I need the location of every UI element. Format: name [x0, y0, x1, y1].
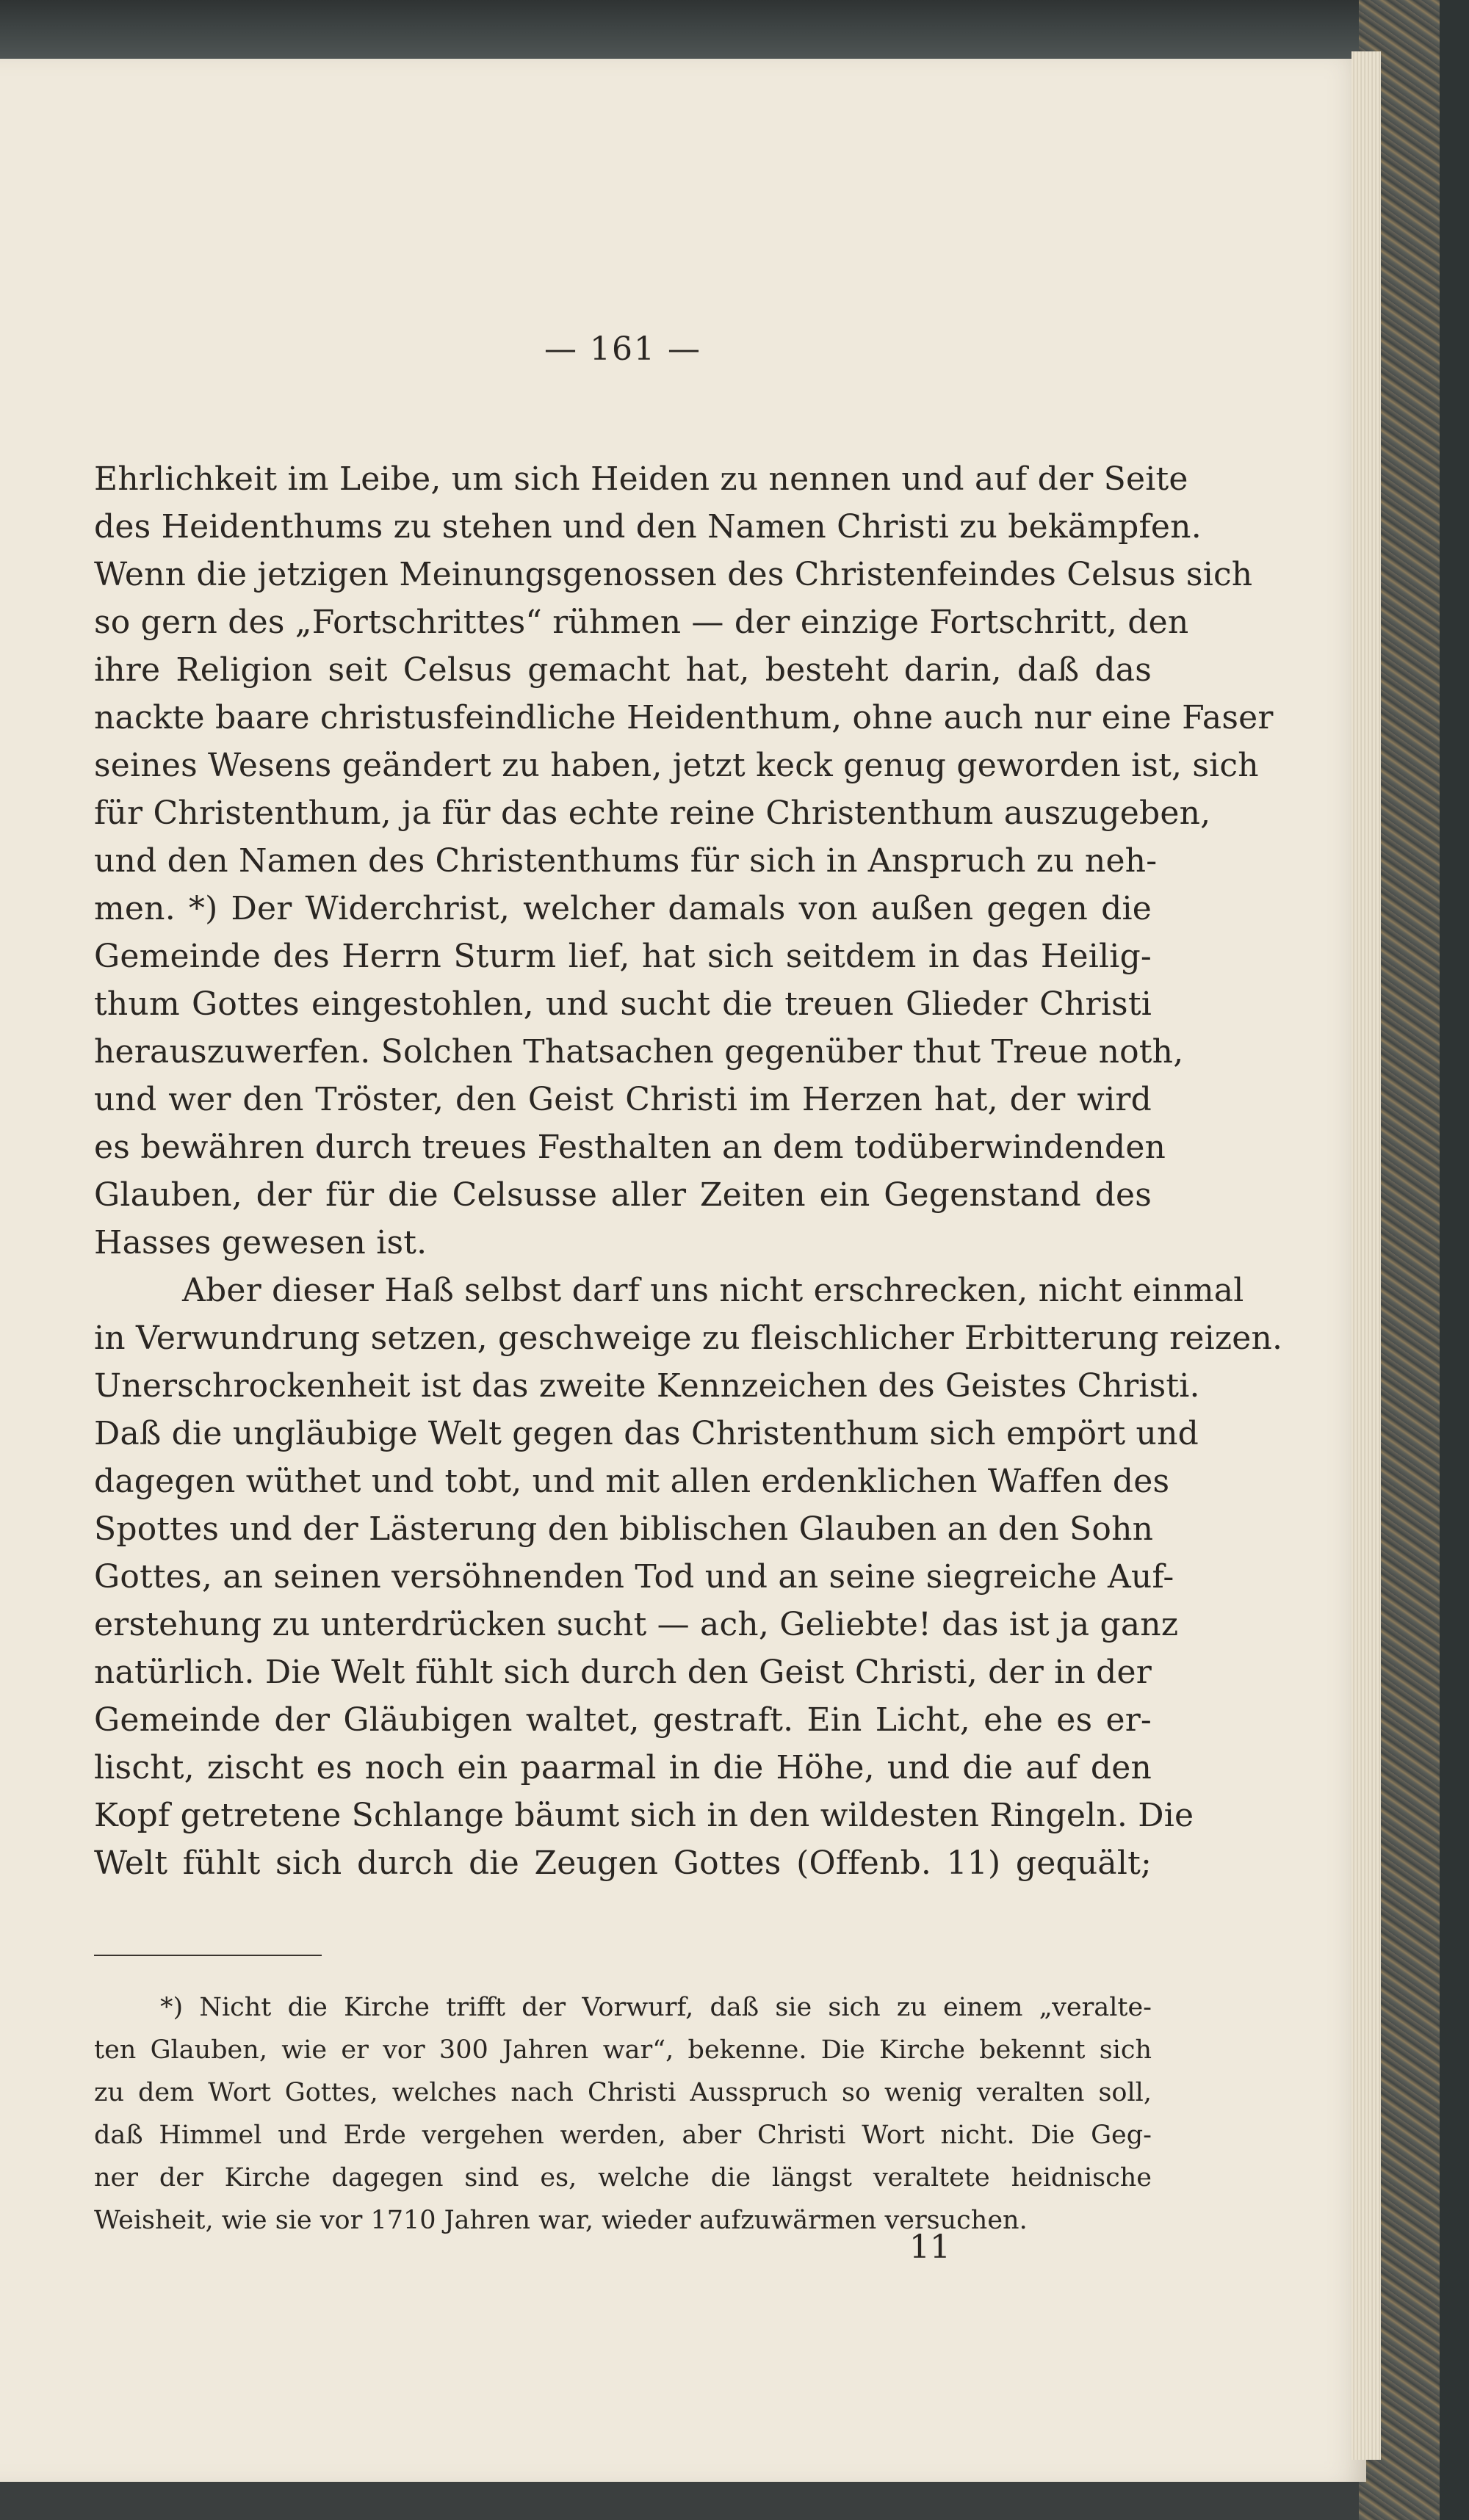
page-edges	[1351, 51, 1381, 2460]
body-line: seines Wesens geändert zu haben, jetzt keck genug geworden ist, sich	[94, 747, 1259, 784]
body-line: thum Gottes eingestohlen, und sucht die treuen Glieder Christi	[94, 985, 1152, 1023]
body-line: Hasses gewesen ist.	[94, 1224, 427, 1261]
book-page	[0, 59, 1366, 2482]
body-line: herauszuwerfen. Solchen Thatsachen gegenüber thut Treue noth,	[94, 1033, 1184, 1071]
body-line: des Heidenthums zu stehen und den Namen Christi zu bekämpfen.	[94, 508, 1202, 546]
body-line: und wer den Tröster, den Geist Christi im Herzen hat, der wird	[94, 1081, 1152, 1118]
body-line: und den Namen des Christenthums für sich in Anspruch zu neh-	[94, 842, 1158, 880]
body-text	[94, 455, 1283, 1887]
footnote	[94, 1986, 1152, 2242]
page-number: — 161 —	[544, 330, 701, 368]
body-line: Gemeinde der Gläubigen waltet, gestraft. Ein Licht, ehe es er-	[94, 1701, 1152, 1739]
body-line: nackte baare christusfeindliche Heidenthum, ohne auch nur eine Faser	[94, 699, 1274, 736]
body-line: Wenn die jetzigen Meinungsgenossen des Christenfeindes Celsus sich	[94, 556, 1253, 593]
body-line: es bewähren durch treues Festhalten an dem todüberwindenden	[94, 1129, 1166, 1166]
body-line: ihre Religion seit Celsus gemacht hat, besteht darin, daß das	[94, 651, 1152, 689]
body-line: Gottes, an seinen versöhnenden Tod und an seine siegreiche Auf-	[94, 1558, 1174, 1596]
book-cover-spine-edge	[1440, 0, 1469, 2520]
body-line: dagegen wüthet und tobt, und mit allen erdenklichen Waffen des	[94, 1463, 1170, 1500]
body-line: Gemeinde des Herrn Sturm lief, hat sich seitdem in das Heilig-	[94, 938, 1152, 975]
body-line: lischt, zischt es noch ein paarmal in die Höhe, und die auf den	[94, 1749, 1152, 1786]
signature-mark: 11	[909, 2228, 950, 2266]
body-line: men. *) Der Widerchrist, welcher damals von außen gegen die	[94, 890, 1152, 927]
footnote-divider	[94, 1955, 322, 1956]
body-line: Daß die ungläubige Welt gegen das Christenthum sich empört und	[94, 1415, 1199, 1452]
body-line: Welt fühlt sich durch die Zeugen Gottes (Offenb. 11) gequält;	[94, 1844, 1152, 1882]
body-line: Ehrlichkeit im Leibe, um sich Heiden zu nennen und auf der Seite	[94, 460, 1188, 498]
footnote-line: ner der Kirche dagegen sind es, welche die längst veraltete heidnische	[94, 2163, 1152, 2193]
body-line: in Verwundrung setzen, geschweige zu fleischlicher Erbitterung reizen.	[94, 1319, 1283, 1357]
body-line: so gern des „Fortschrittes“ rühmen — der einzige Fortschritt, den	[94, 604, 1189, 641]
footnote-line: *) Nicht die Kirche trifft der Vorwurf, daß sie sich zu einem „veralte-	[160, 1993, 1152, 2022]
body-line: Kopf getretene Schlange bäumt sich in den wildesten Ringeln. Die	[94, 1797, 1194, 1834]
body-line: Unerschrockenheit ist das zweite Kennzeichen des Geistes Christi.	[94, 1367, 1200, 1405]
body-line: natürlich. Die Welt fühlt sich durch den Geist Christi, der in der	[94, 1654, 1152, 1691]
body-line: für Christenthum, ja für das echte reine Christenthum auszugeben,	[94, 794, 1211, 832]
footnote-line: daß Himmel und Erde vergehen werden, aber Christi Wort nicht. Die Geg-	[94, 2121, 1152, 2150]
body-line: Glauben, der für die Celsusse aller Zeiten ein Gegenstand des	[94, 1176, 1152, 1214]
body-line: erstehung zu unterdrücken sucht — ach, Geliebte! das ist ja ganz	[94, 1606, 1179, 1643]
footnote-line: zu dem Wort Gottes, welches nach Christi Ausspruch so wenig veralten soll,	[94, 2078, 1152, 2107]
body-line-paragraph-start: Aber dieser Haß selbst darf uns nicht erschrecken, nicht einmal	[182, 1272, 1244, 1309]
footnote-line: ten Glauben, wie er vor 300 Jahren war“, bekenne. Die Kirche bekennt sich	[94, 2035, 1152, 2065]
footnote-line: Weisheit, wie sie vor 1710 Jahren war, wieder aufzuwärmen versuchen.	[94, 2206, 1028, 2235]
body-line: Spottes und der Lästerung den biblischen Glauben an den Sohn	[94, 1510, 1154, 1548]
